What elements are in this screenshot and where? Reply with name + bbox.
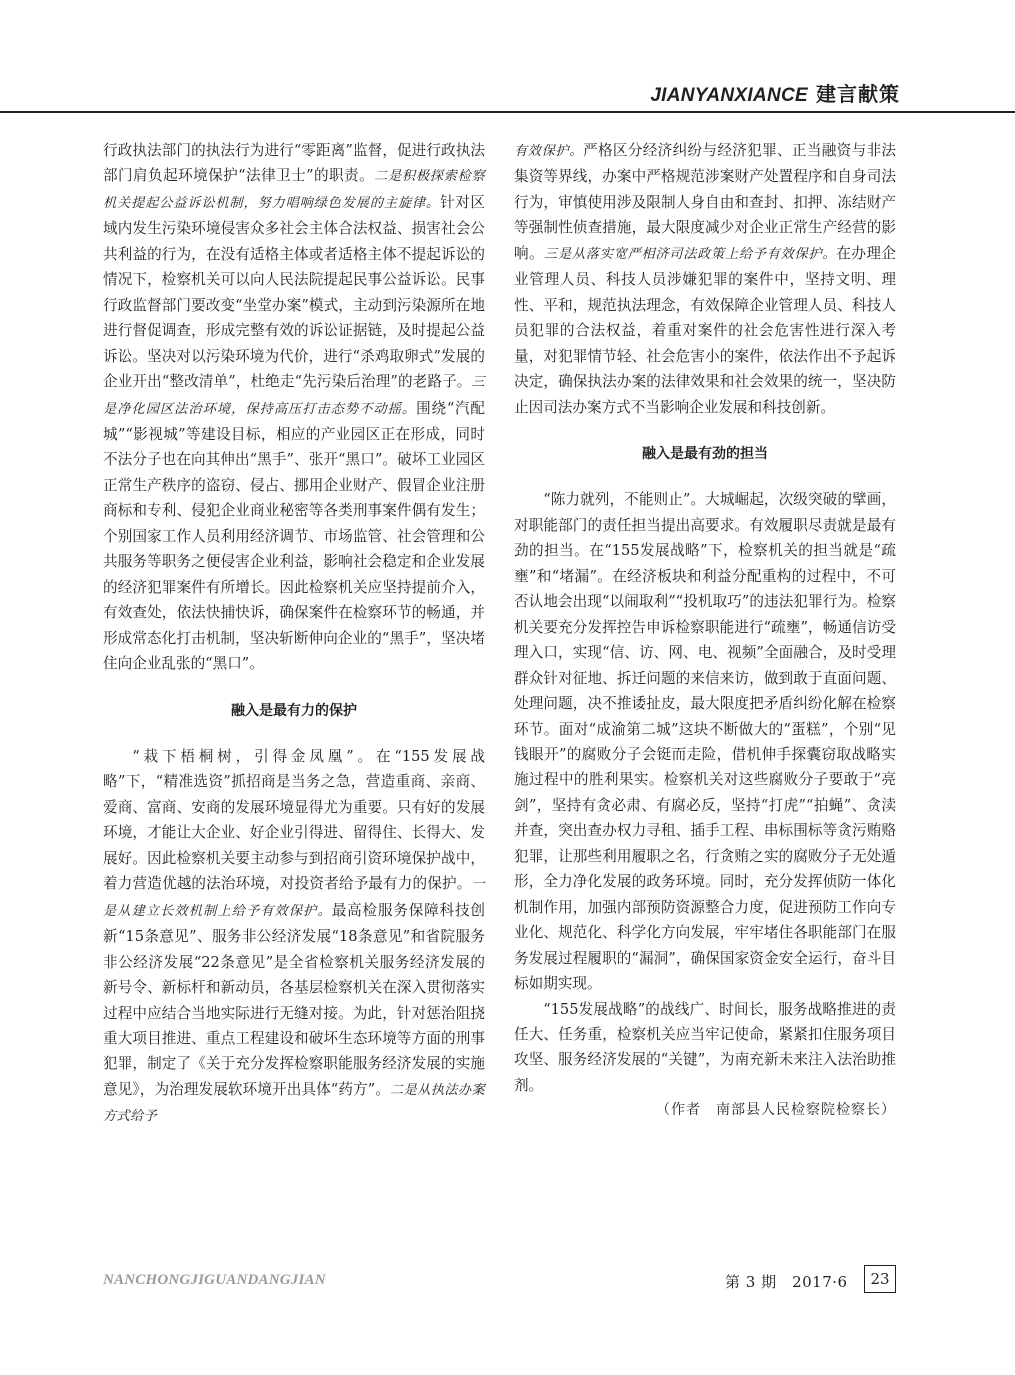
left-column bbox=[103, 138, 485, 1130]
body-text: 围绕“汽配城”“影视城”等建设目标，相应的产业园区正在形成，同时不法分子也在向其伸出“黑手”、张开“黑口”。破坏工业园区正常生产秩序的盗窃、侵占、挪用企业财产、假冒企业注册商标和专利、侵犯企业商业秘密等各类刑事案件偶有发生；个别国家工作人员利用经济调节、市场监管、社会管理和公共服务等职务之便侵害企业利益，影响社会稳定和企业发展的经济犯罪案件有所增长。因此检察机关应坚持提前介入，有效查处，依法快捕快诉，确保案件在检察环节的畅通，并形成常态化打击机制，坚决斩断伸向企业的“黑手”，坚决堵住向企业乱张的“黑口”。 bbox=[103, 399, 485, 673]
page-number: 23 bbox=[864, 1265, 896, 1293]
section-title-chinese: 建言献策 bbox=[816, 82, 900, 106]
emphasis-text: 二是积极探索检察机关提起公益诉讼机制，努力唱响绿色发展的主旋律。 bbox=[103, 169, 485, 211]
section-title-english: JIANYANXIANCE bbox=[650, 85, 808, 106]
section-heading: 融入是最有劲的担当 bbox=[642, 445, 768, 462]
right-column bbox=[514, 138, 896, 1124]
body-text: 在办理企业管理人员、科技人员涉嫌犯罪的案件中，坚持文明、理性、平和，规范执法理念，有效保障企业管理人员、科技人员犯罪的合法权益，着重对案件的社会危害性进行深入考量，对犯罪情节轻、社会危害小的案件，依法作出不予起诉决定，确保执法办案的法律效果和社会效果的统一，坚决防止因司法办案方式不当影响企业发展和科技创新。 bbox=[514, 244, 896, 416]
author-credit: （作者 南部县人民检察院检察长） bbox=[656, 1102, 896, 1119]
paragraph: “155发展战略”的战线广、时间长，服务战略推进的责任大、任务重，检察机关应当牢记使命，紧紧扣住服务项目攻坚、服务经济发展的“关键”，为南充新未来注入法治助推剂。 bbox=[514, 1000, 896, 1094]
body-text: 最高检服务保障科技创新“15条意见”、服务非公经济发展“18条意见”和省院服务非公经济发展“22条意见”是全省检察机关服务经济发展的新号令、新标杆和新动员，各基层检察机关在深入贯彻落实过程中应结合当地实际进行无缝对接。为此，针对惩治阻挠重大项目推进、重点工程建设和破坏生态环境等方面的刑事犯罪，制定了《关于充分发挥检察职能服务经济发展的实施意见》，为治理发展软环境开出具体“药方”。 bbox=[103, 901, 485, 1098]
issue-info: 第 3 期 2017·6 bbox=[725, 1273, 848, 1291]
body-text: “栽下梧桐树，引得金凤凰”。在“155发展战略”下，“精准选资”抓招商是当务之急，营造重商、亲商、爱商、富商、安商的发展环境显得尤为重要。只有好的发展环境，才能让大企业、好企业引得进、留得住、长得大、发展好。因此检察机关要主动参与到招商引资环境保护战中，着力营造优越的法治环境，对投资者给予最有力的保护。 bbox=[103, 747, 485, 893]
emphasis-text: 有效保护。 bbox=[514, 144, 584, 159]
paragraph: “陈力就列，不能则止”。大城崛起，次级突破的擘画，对职能部门的责任担当提出高要求。有效履职尽责就是最有劲的担当。在“155发展战略”下，检察机关的担当就是“疏壅”和“堵漏”。在经济板块和利益分配重构的过程中，不可否认地会出现“以闹取利”“投机取巧”的违法犯罪行为。检察机关要充分发挥控告申诉检察职能进行“疏壅”，畅通信访受理入口，实现“信、访、网、电、视频”全面融合，及时受理群众针对征地、拆迁问题的来信来访，做到敢于直面问题、处理问题，决不推诿扯皮，最大限度把矛盾纠纷化解在检察环节。面对“成渝第二城”这块不断做大的“蛋糕”，个别“见钱眼开”的腐败分子会铤而走险，借机伸手探囊窃取战略实施过程中的胜利果实。检察机关对这些腐败分子要敢于“亮剑”，坚持有贪必肃、有腐必反，坚持“打虎”“拍蝇”、贪渎并查，突出查办权力寻租、插手工程、串标围标等贪污贿赂犯罪，让那些利用履职之名，行贪贿之实的腐败分子无处遁形，全力净化发展的政务环境。同时，充分发挥侦防一体化机制作用，加强内部预防资源整合力度，促进预防工作向专业化、规范化、科学化方向发展，牢牢堵住各职能部门在服务发展过程履职的“漏洞”，确保国家资金安全运行，奋斗目标如期实现。 bbox=[514, 491, 896, 993]
section-heading: 融入是最有力的保护 bbox=[231, 702, 357, 719]
magazine-name: NANCHONGJIGUANDANGJIAN bbox=[103, 1272, 326, 1288]
emphasis-text: 三是从落实宽严相济司法政策上给予有效保护。 bbox=[544, 246, 837, 262]
body-text: 针对区域内发生污染环境侵害众多社会主体合法权益、损害社会公共利益的行为，在没有适格主体或者适格主体不提起诉讼的情况下，检察机关可以向人民法院提起民事公益诉讼。民事行政监督部门要改变“坐堂办案”模式，主动到污染源所在地进行督促调查，形成完整有效的诉讼证据链，及时提起公益诉讼。坚决对以污染环境为代价，进行“杀鸡取卵式”发展的企业开出“整改清单”，杜绝走“先污染后治理”的老路子。 bbox=[103, 193, 485, 391]
emphasis-text: 三是净化园区法治环境，保持高压打击态势不动摇。 bbox=[103, 375, 485, 417]
header-rule bbox=[0, 111, 1015, 113]
body-text: 严格区分经济纠纷与经济犯罪、正当融资与非法集资等界线，办案中严格规范涉案财产处置程序和自身司法行为，审慎使用涉及限制人身自由和查封、扣押、冻结财产等强制性侦查措施，最大限度减少对企业正常生产经营的影响。 bbox=[514, 142, 896, 262]
page-header bbox=[0, 78, 900, 112]
body-text: 行政执法部门的执法行为进行“零距离”监督，促进行政执法部门肩负起环境保护“法律卫士”的职责。 bbox=[103, 142, 485, 185]
paragraph bbox=[103, 744, 485, 1130]
paragraph bbox=[514, 138, 896, 420]
emphasis-text: 二是从执法办案方式给予 bbox=[103, 1082, 485, 1125]
paragraph bbox=[103, 138, 485, 677]
emphasis-text: 一是从建立长效机制上给予有效保护。 bbox=[103, 877, 485, 919]
